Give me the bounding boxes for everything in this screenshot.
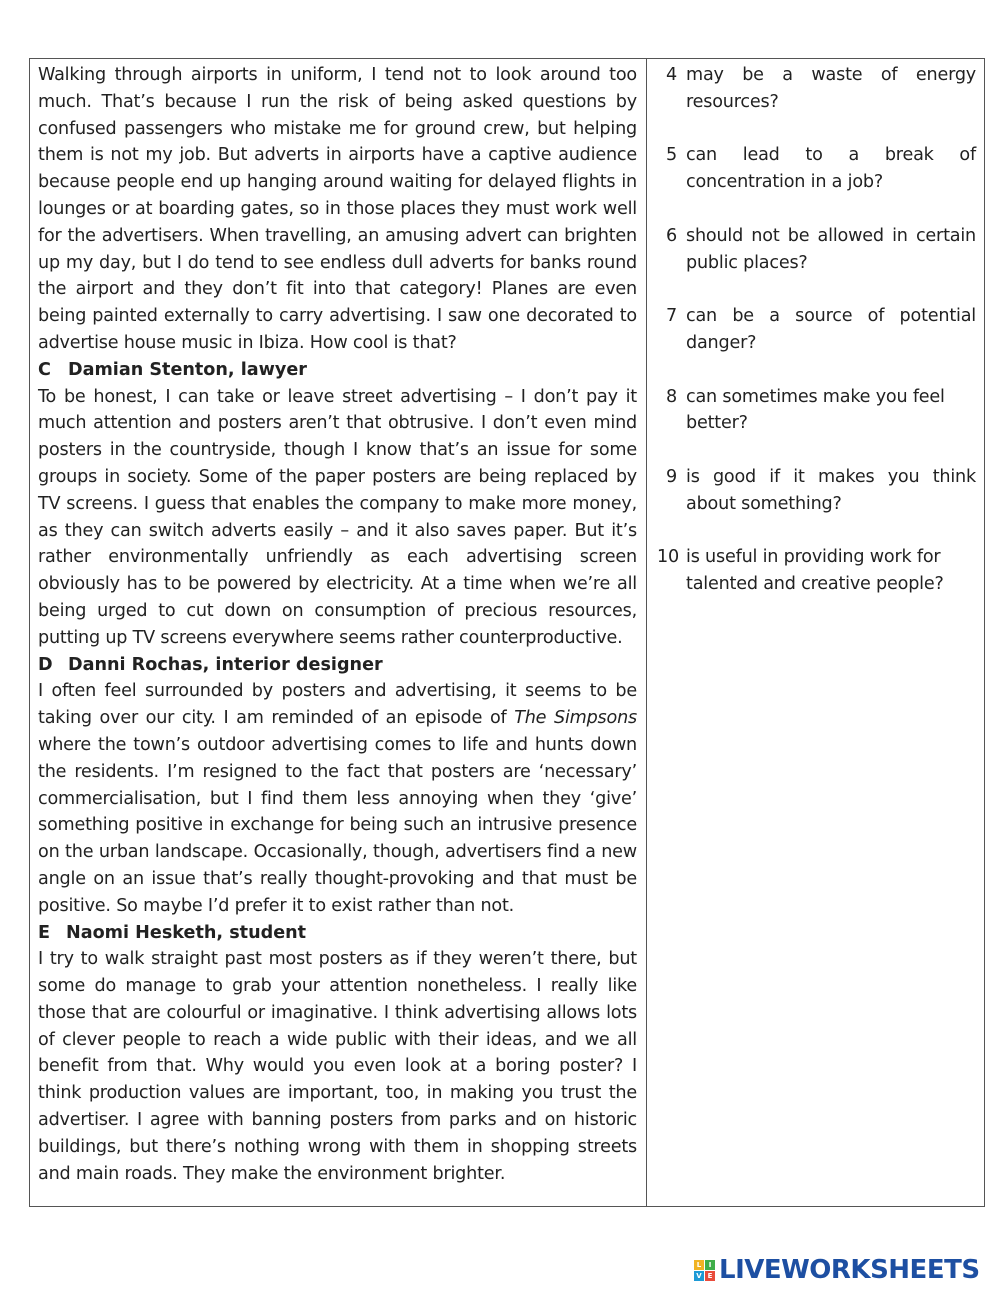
section-text-part: where the town’s outdoor advertising comes to life and hunts down the residents. I’m resigned to the fact that posters are ‘necessary’ commercialisation, but I find them less annoying when they ‘give’ something positive in exchange for being such an intrusive presence on the urban landscape. Occasionally, though, advertisers find a new angle on an issue that’s really thought-provoking and that must be positive. So maybe I’d prefer it to exist rather than not.: [38, 734, 637, 916]
section-text-d: [38, 678, 637, 919]
logo-mark-letter: I: [705, 1260, 715, 1270]
section-text-c: To be honest, I can take or leave street advertising – I don’t pay it much attention and posters aren’t that obtrusive. I don’t even mind posters in the countryside, though I know that’s an issue for some groups in society. Some of the paper posters are being replaced by TV screens. I guess that enables the company to make more money, as they can switch adverts easily – and it also saves paper. But it’s rather environmentally unfriendly as each advertising screen obviously has to be powered by electricity. At a time when we’re all being urged to cut down on consumption of precious resources, putting up TV screens everywhere seems rather counterproductive.: [38, 386, 637, 648]
question-text: can sometimes make you feel better?: [686, 386, 945, 434]
question-number: 5: [666, 145, 677, 166]
logo-mark-letter: V: [694, 1271, 704, 1281]
question-item: [657, 464, 976, 518]
logo-mark-icon: [694, 1260, 715, 1281]
question-text: may be a waste of energy resources?: [686, 65, 976, 112]
section-title: Danni Rochas, interior designer: [68, 654, 383, 675]
worksheet-table: [29, 58, 985, 1207]
question-text: can be a source of potential danger?: [686, 306, 976, 353]
liveworksheets-logo[interactable]: [694, 1254, 980, 1286]
section-title: Damian Stenton, lawyer: [68, 359, 307, 380]
questions-column: [647, 59, 984, 1206]
section-letter: D: [38, 654, 53, 675]
logo-mark-letter: L: [694, 1260, 704, 1270]
section-heading-d: [38, 652, 637, 679]
question-item: [657, 223, 976, 277]
section-heading-c: [38, 357, 637, 384]
show-title: The Simpsons: [514, 708, 637, 729]
section-heading-e: [38, 920, 637, 947]
section-text-part: I often feel surrounded by posters and advertising, it seems to be taking over our city. I am reminded of an episode of: [38, 681, 637, 729]
question-number: 8: [666, 386, 677, 407]
question-number: 7: [666, 306, 677, 327]
question-item: [657, 142, 976, 196]
question-number: 4: [666, 65, 677, 85]
question-number: 6: [666, 225, 677, 246]
question-text: can lead to a break of concentration in a job?: [686, 145, 976, 193]
question-item: [657, 544, 976, 598]
question-item: [657, 384, 976, 438]
section-letter: C: [38, 359, 51, 380]
question-text: is good if it makes you think about something?: [686, 466, 976, 514]
passage-column: [30, 59, 647, 1206]
question-number: 10: [657, 547, 679, 568]
question-text: should not be allowed in certain public places?: [686, 225, 976, 273]
section-letter: E: [38, 922, 51, 943]
question-text: is useful in providing work for talented and creative people?: [686, 547, 944, 595]
section-title: Naomi Hesketh, student: [66, 922, 307, 943]
question-item: [657, 62, 976, 116]
logo-mark-letter: E: [705, 1271, 715, 1281]
question-item: [657, 303, 976, 357]
intro-paragraph: Walking through airports in uniform, I tend not to look around too much. That’s because I run the risk of being asked questions by confused passengers who mistake me for ground crew, but helping them is not my job. But adverts in airports have a captive audience because people end up hanging around waiting for delayed flights in lounges or at boarding gates, so in those places they must work well for the advertisers. When travelling, an amusing advert can brighten up my day, but I do tend to see endless dull adverts for banks round the airport and they don’t fit into that category! Planes are even being painted externally to carry advertising. I saw one decorated to advertise house music in Ibiza. How cool is that?: [38, 65, 637, 353]
logo-text: LIVEWORKSHEETS: [719, 1255, 980, 1285]
section-text-e: I try to walk straight past most posters as if they weren’t there, but some do manage to grab your attention nonetheless. I really like those that are colourful or imaginative. I think advertising allows lots of clever people to reach a wide public with their ideas, and we all benefit from that. Why would you even look at a boring poster? I think production values are important, too, in making you trust the advertiser. I agree with banning posters from parks and on historic buildings, but there’s nothing wrong with them in shopping streets and main roads. They make the environment brighter.: [38, 949, 637, 1184]
question-number: 9: [666, 466, 677, 487]
